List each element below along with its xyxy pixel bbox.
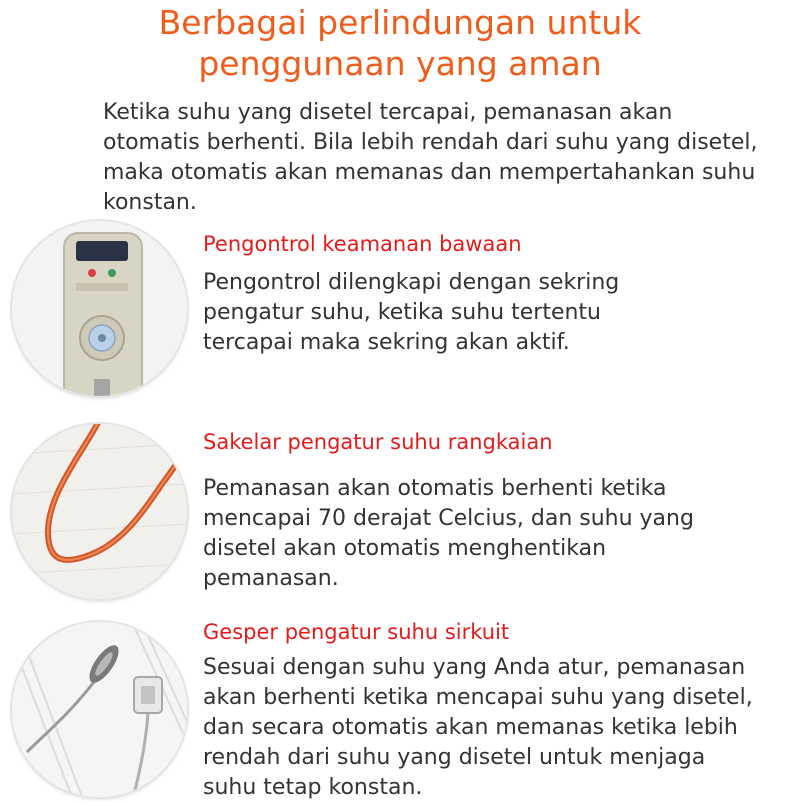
heating-wire-icon bbox=[12, 424, 187, 599]
page-title-line2: penggunaan yang aman bbox=[198, 44, 602, 83]
page-title-line1: Berbagai perlindungan untuk bbox=[158, 3, 642, 42]
feature-2-title: Sakelar pengatur suhu rangkaian bbox=[203, 430, 553, 454]
thermal-fuse-image bbox=[12, 622, 187, 797]
thermal-fuse-icon bbox=[12, 622, 187, 797]
feature-1-title: Pengontrol keamanan bawaan bbox=[203, 232, 522, 256]
feature-2-body: Pemanasan akan otomatis berhenti ketika mencapai 70 derajat Celcius, dan suhu yang disetel akan otomatis menghentikan pemanasan. bbox=[203, 476, 694, 591]
intro-text: Ketika suhu yang disetel tercapai, pemanasan akan otomatis berhenti. Bila lebih rendah dari suhu yang disetel, maka otomatis akan memanas dan mempertahankan suhu konstan. bbox=[103, 100, 758, 215]
feature-3-body: Sesuai dengan suhu yang Anda atur, pemanasan akan berhenti ketika mencapai suhu yang disetel, dan secara otomatis akan memanas ketika lebih rendah dari suhu yang disetel untuk menjaga suhu tetap konstan. bbox=[203, 655, 753, 800]
controller-image bbox=[12, 221, 187, 396]
feature-3-title: Gesper pengatur suhu sirkuit bbox=[203, 620, 510, 644]
feature-1-body: Pengontrol dilengkapi dengan sekring pengatur suhu, ketika suhu tertentu tercapai maka sekring akan aktif. bbox=[203, 270, 620, 355]
temperature-controller-icon bbox=[12, 221, 187, 396]
heating-wire-image bbox=[12, 424, 187, 599]
page-title bbox=[0, 2, 800, 84]
